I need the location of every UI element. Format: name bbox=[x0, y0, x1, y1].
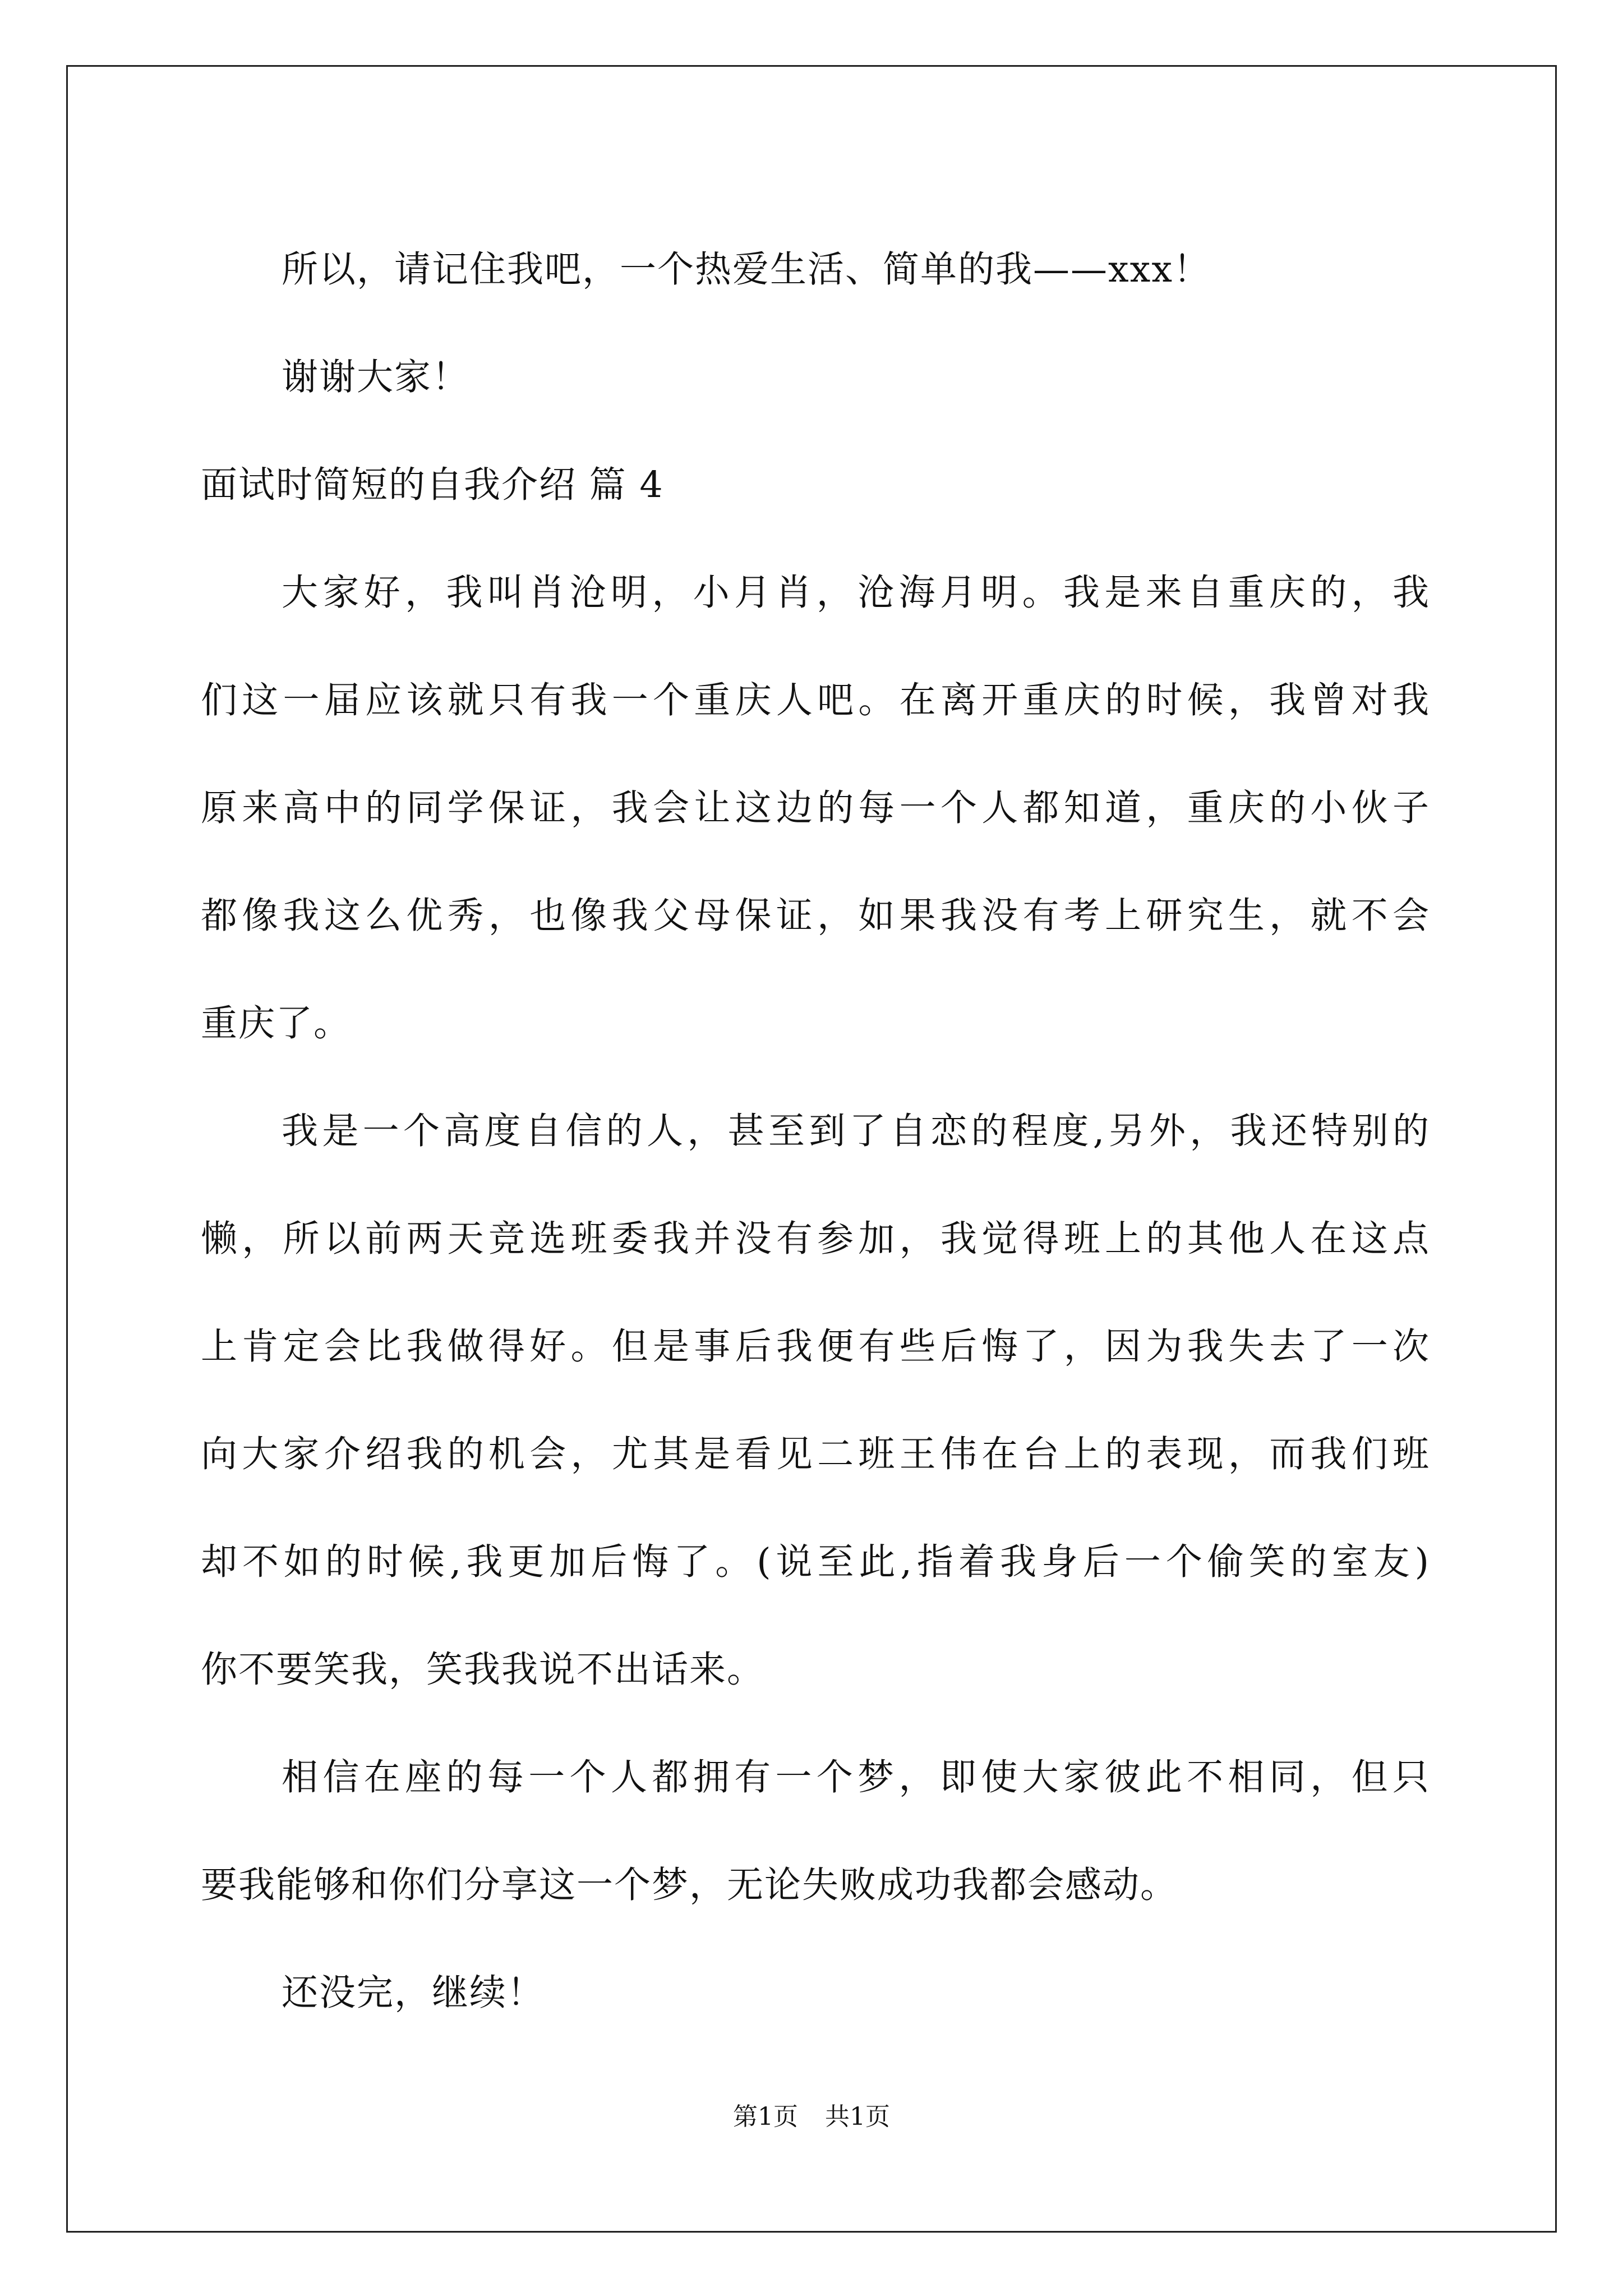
text-line: 却不如的时候,我更加后悔了。(说至此,指着我身后一个偷笑的室友) bbox=[201, 1541, 1430, 1583]
text-line: 你不要笑我，笑我我说不出话来。 bbox=[201, 1649, 765, 1691]
section-heading: 面试时简短的自我介绍 篇 4 bbox=[201, 464, 664, 506]
text-line: 向大家介绍我的机会，尤其是看见二班王伟在台上的表现，而我们班 bbox=[201, 1433, 1430, 1475]
document-body bbox=[201, 216, 1430, 2047]
text-line: 懒，所以前两天竞选班委我并没有参加，我觉得班上的其他人在这点 bbox=[201, 1218, 1430, 1260]
page-total: 共1页 bbox=[825, 2102, 890, 2131]
text-line: 谢谢大家！ bbox=[282, 356, 470, 398]
text-line: 所以，请记住我吧，一个热爱生活、简单的我——xxx！ bbox=[282, 249, 1211, 291]
page-number: 第1页 bbox=[733, 2102, 798, 2131]
text-line: 相信在座的每一个人都拥有一个梦，即使大家彼此不相同，但只 bbox=[282, 1756, 1430, 1798]
text-line: 还没完，继续！ bbox=[282, 1972, 545, 2014]
page-footer bbox=[0, 2100, 1623, 2134]
text-line: 都像我这么优秀，也像我父母保证，如果我没有考上研究生，就不会 bbox=[201, 895, 1430, 937]
text-line: 我是一个高度自信的人，甚至到了自恋的程度,另外，我还特别的 bbox=[282, 1110, 1430, 1152]
text-line: 原来高中的同学保证，我会让这边的每一个人都知道，重庆的小伙子 bbox=[201, 787, 1430, 829]
text-line: 们这一届应该就只有我一个重庆人吧。在离开重庆的时候，我曾对我 bbox=[201, 679, 1430, 721]
text-line: 上肯定会比我做得好。但是事后我便有些后悔了，因为我失去了一次 bbox=[201, 1326, 1430, 1368]
text-line: 要我能够和你们分享这一个梦，无论失败成功我都会感动。 bbox=[201, 1864, 1178, 1906]
text-line: 重庆了。 bbox=[201, 1002, 352, 1045]
text-line: 大家好，我叫肖沧明，小月肖，沧海月明。我是来自重庆的，我 bbox=[282, 572, 1430, 614]
